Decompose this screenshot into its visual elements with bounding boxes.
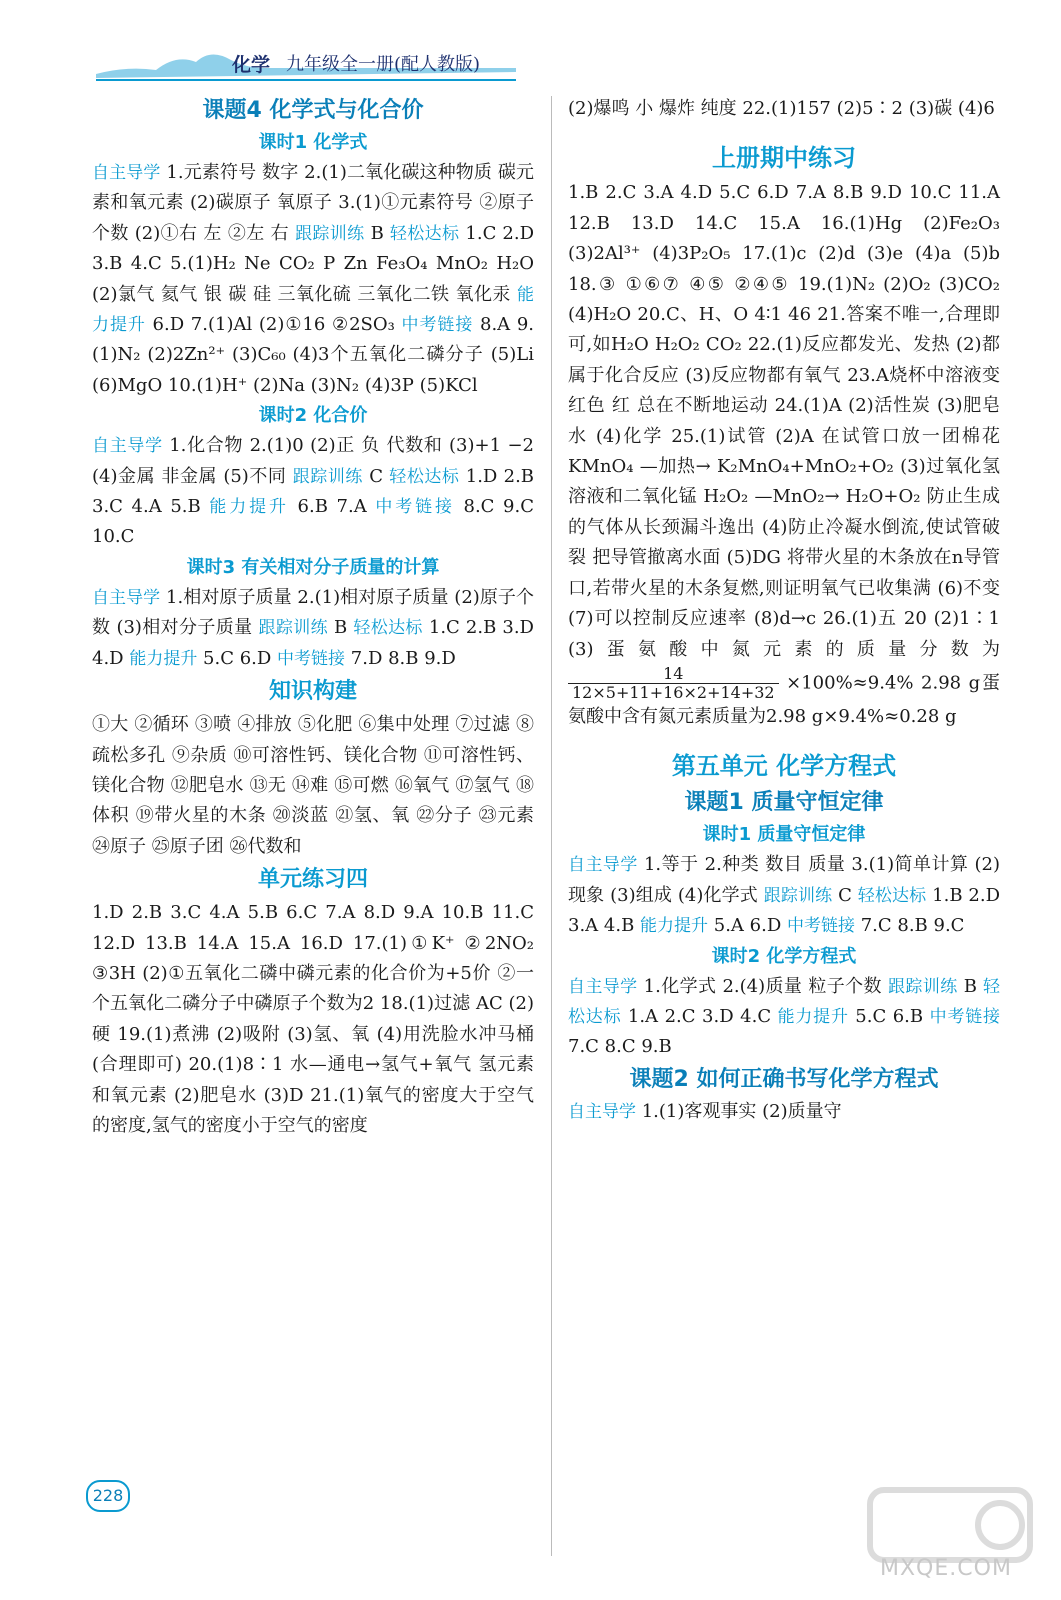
answer-text: 6.D 7.(1)Al (2)①16 ②2SO₃ [145,314,402,336]
answer-text: B [364,222,390,244]
fraction [568,665,779,702]
answer-text: 8.A 9.(1)N₂ (2)2Zn²⁺ (3)C₆₀ (4)3个五氧化二磷分子 (5)Li (6)MgO 10.(1)H⁺ (2)Na (3)N₂ (4)3P (5)KCl [92,314,535,396]
answer-paragraph [92,158,534,401]
section-title: 单元练习四 [257,867,368,893]
answer-paragraph [92,583,534,674]
period-title: 课时2 化学方程式 [711,945,857,967]
answer-text: C [832,884,858,906]
answer-text: 1.C 2.D 3.B 4.C 5.(1)H₂ Ne CO₂ P Zn Fe₃O₄ MnO₂ H₂O (2)氯气 氦气 银 碳 硅 三氧化硫 三氧化二铁 氧化汞 [92,222,535,305]
answer-paragraph [568,1097,1000,1127]
answer-text: C [362,465,390,487]
period-title: 课时2 化合价 [258,405,368,427]
answer-text: 1.(1)客观事实 (2)质量守 [636,1100,842,1122]
answer-text: B [957,975,984,997]
section-tag: 中考链接 [786,916,855,937]
section-tag: 轻松达标 [389,223,460,244]
section-tag: 跟踪训练 [763,885,833,906]
section-tag: 能力提升 [640,916,709,937]
period-title: 课时1 质量守恒定律 [702,824,866,846]
lesson-title: 课题1 质量守恒定律 [684,790,884,816]
section-tag: 跟踪训练 [295,223,365,244]
answer-text: 1.B 2.C 3.A 4.D 5.C 6.D 7.A 8.B 9.D 10.C 11.A 12.B 13.D 14.C 15.A 16.(1)Hg (2)Fe₂O₃ (3)2Al³⁺ (4)3P₂O₅ 17.(1)c (2)d (3)e (4)a (5)b 18.③ ①⑥⑦ ④⑤ ②④⑤ 19.(1)N₂ (2)O₂ (3)CO₂ (4)H₂O 20.C、H、O 4∶1 46 21.答案不唯一,合理即可,如H₂O H₂O₂ CO₂ 22.(1)反应都发光、发热 (2)都属于化合反应 (3)反应物都有氧气 23.A烧杯中溶液变红色 红 总在不断地运动 24.(1)A (2)活性炭 (3)肥皂水 (4)化学 25.(1)试管 (2)A 在试管口放一团棉花 KMnO₄ —加热→ K₂MnO₄+MnO₂+O₂ (3)过氧化氢溶液和二氧化锰 H₂O₂ —MnO₂→ H₂O+O₂ 防止生成的气体从长颈漏斗逸出 (4)防止冷凝水倒流,使试管破裂 把导管撤离水面 (5)DG 将带火星的木条放在n导管口,若带火星的木条复燃,则证明氧气已收集满 (6)不变 (7)可以控制反应速率 (8)d→c 26.(1)五 20 (2)1∶1 (3)蛋氨酸中氮元素的质量分数为 [568,182,1000,660]
section-tag: 跟踪训练 [292,466,363,487]
answer-paragraph [568,178,1000,732]
answer-text: 7.D 8.B 9.D [345,647,456,669]
section-tag: 自主导学 [92,163,161,183]
header-subject: 化学 [232,54,271,76]
answer-text: 1.B 2.D 3.A 4.B [568,884,1001,937]
header-subtitle: 九年级全一册(配人教版) [286,54,481,75]
answer-text: 6.B 7.A [288,496,376,518]
period-title: 课时3 有关相对分子质量的计算 [186,556,440,578]
section-tag: 自主导学 [568,855,638,876]
answer-text: 1.D 2.B 3.C 4.A 5.B [92,465,535,518]
answer-paragraph: 1.D 2.B 3.C 4.A 5.B 6.C 7.A 8.D 9.A 10.B 11.C 12.D 13.B 14.A 15.A 16.D 17.(1)①K⁺ ②2NO₂ ③3H (2)①五氧化二磷中磷元素的化合价为+5价 ②一个五氧化二磷分子中磷原子个数为2 18.(1)过滤 AC (2)硬 19.(1)煮沸 (2)吸附 (3)氢、氧 (4)用洗脸水冲马桶(合理即可) 20.(1)8∶1 水—通电→氢气+氧气 氢元素和氧元素 (2)肥皂水 (3)D 21.(1)氧气的密度大于空气的密度,氢气的密度小于空气的密度 [92,902,534,1136]
answer-paragraph: ①大 ②循环 ③喷 ④排放 ⑤化肥 ⑥集中处理 ⑦过滤 ⑧疏松多孔 ⑨杂质 ⑩可溶性钙、镁化合物 ⑪可溶性钙、镁化合物 ⑫肥皂水 ⑬无 ⑭难 ⑮可燃 ⑯氧气 ⑰氢气 ⑱体积 ⑲带火星的木条 ⑳淡蓝 ㉑氢、氧 ㉒分子 ㉓元素 ㉔原子 ㉕原子团 ㉖代数和 [92,714,534,857]
answer-text: 1.化学式 2.(4)质量 粒子个数 [637,975,889,997]
answer-text: ×100%≈9.4% 2.98 g蛋氨酸中含有氮元素质量为2.98 g×9.4%≈0.28 g [568,672,1000,727]
answer-text: 7.C 8.C 9.B [568,1036,672,1058]
section-tag: 自主导学 [568,976,638,997]
unit-title: 第五单元 化学方程式 [671,752,897,781]
section-tag: 自主导学 [568,1101,636,1122]
answer-text: 1.A 2.C 3.D 4.C [621,1005,778,1027]
answer-text: 5.C 6.D [197,647,278,669]
section-title: 上册期中练习 [712,144,856,173]
answer-paragraph [92,431,534,553]
answer-text: 1.元素符号 数字 2.(1)二氧化碳这种物质 碳元素和氧元素 (2)碳原子 氧原子 3.(1)①元素符号 ②原子个数 (2)①右 左 ②左 右 [92,162,535,244]
section-tag: 能力提升 [129,648,198,669]
lesson-title: 课题2 如何正确书写化学方程式 [629,1066,939,1092]
section-tag: 中考链接 [277,648,346,669]
answer-text: 1.相对原子质量 2.(1)相对原子质量 (2)原子个数 (3)相对分子质量 [92,586,534,639]
section-tag: 中考链接 [929,1006,1001,1027]
answer-text: 7.C 8.B 9.C [854,915,965,937]
answer-text: B [327,617,354,639]
section-tag: 自主导学 [92,587,161,608]
period-title: 课时1 化学式 [258,132,368,153]
section-tag: 能力提升 [777,1006,849,1027]
section-tag: 能力提升 [209,497,289,518]
right-column [568,94,1000,1127]
section-tag: 跟踪训练 [888,976,958,997]
section-title: 知识构建 [268,679,357,705]
section-tag: 轻松达标 [568,976,1001,1027]
answer-text: 5.C 6.B [848,1005,930,1027]
column-divider [551,96,552,1556]
section-tag: 能力提升 [92,284,534,336]
answer-text: 1.化合物 2.(1)0 (2)正 负 代数和 (3)+1 −2 (4)金属 非金属 (5)不同 [92,435,534,487]
fraction-denominator: 12×5+11+16×2+14+32 [568,683,779,702]
answer-paragraph [568,972,1000,1063]
fraction-numerator: 14 [663,663,684,683]
left-column [92,94,534,1141]
section-tag: 轻松达标 [857,885,927,906]
watermark-text: MXQE.COM [880,1556,1012,1581]
section-tag: 中考链接 [401,315,474,336]
answer-text: 1.等于 2.种类 数目 质量 3.(1)简单计算 (2)现象 (3)组成 (4)化学式 [568,854,1000,906]
answer-text: 8.C 9.C 10.C [92,496,535,548]
section-tag: 跟踪训练 [258,618,328,639]
answer-text: 5.A 6.D [708,915,787,937]
answer-paragraph: (2)爆鸣 小 爆炸 纯度 22.(1)157 (2)5∶2 (3)碳 (4)6 [568,98,995,119]
section-tag: 自主导学 [92,436,163,457]
section-tag: 轻松达标 [389,466,460,487]
answer-paragraph [568,850,1000,941]
answer-text: 1.C 2.B 3.D 4.D [92,617,534,669]
page-number: 228 [86,1480,130,1512]
section-tag: 轻松达标 [353,618,423,639]
lesson-title: 课题4 化学式与化合价 [202,98,424,123]
section-tag: 中考链接 [375,497,455,518]
